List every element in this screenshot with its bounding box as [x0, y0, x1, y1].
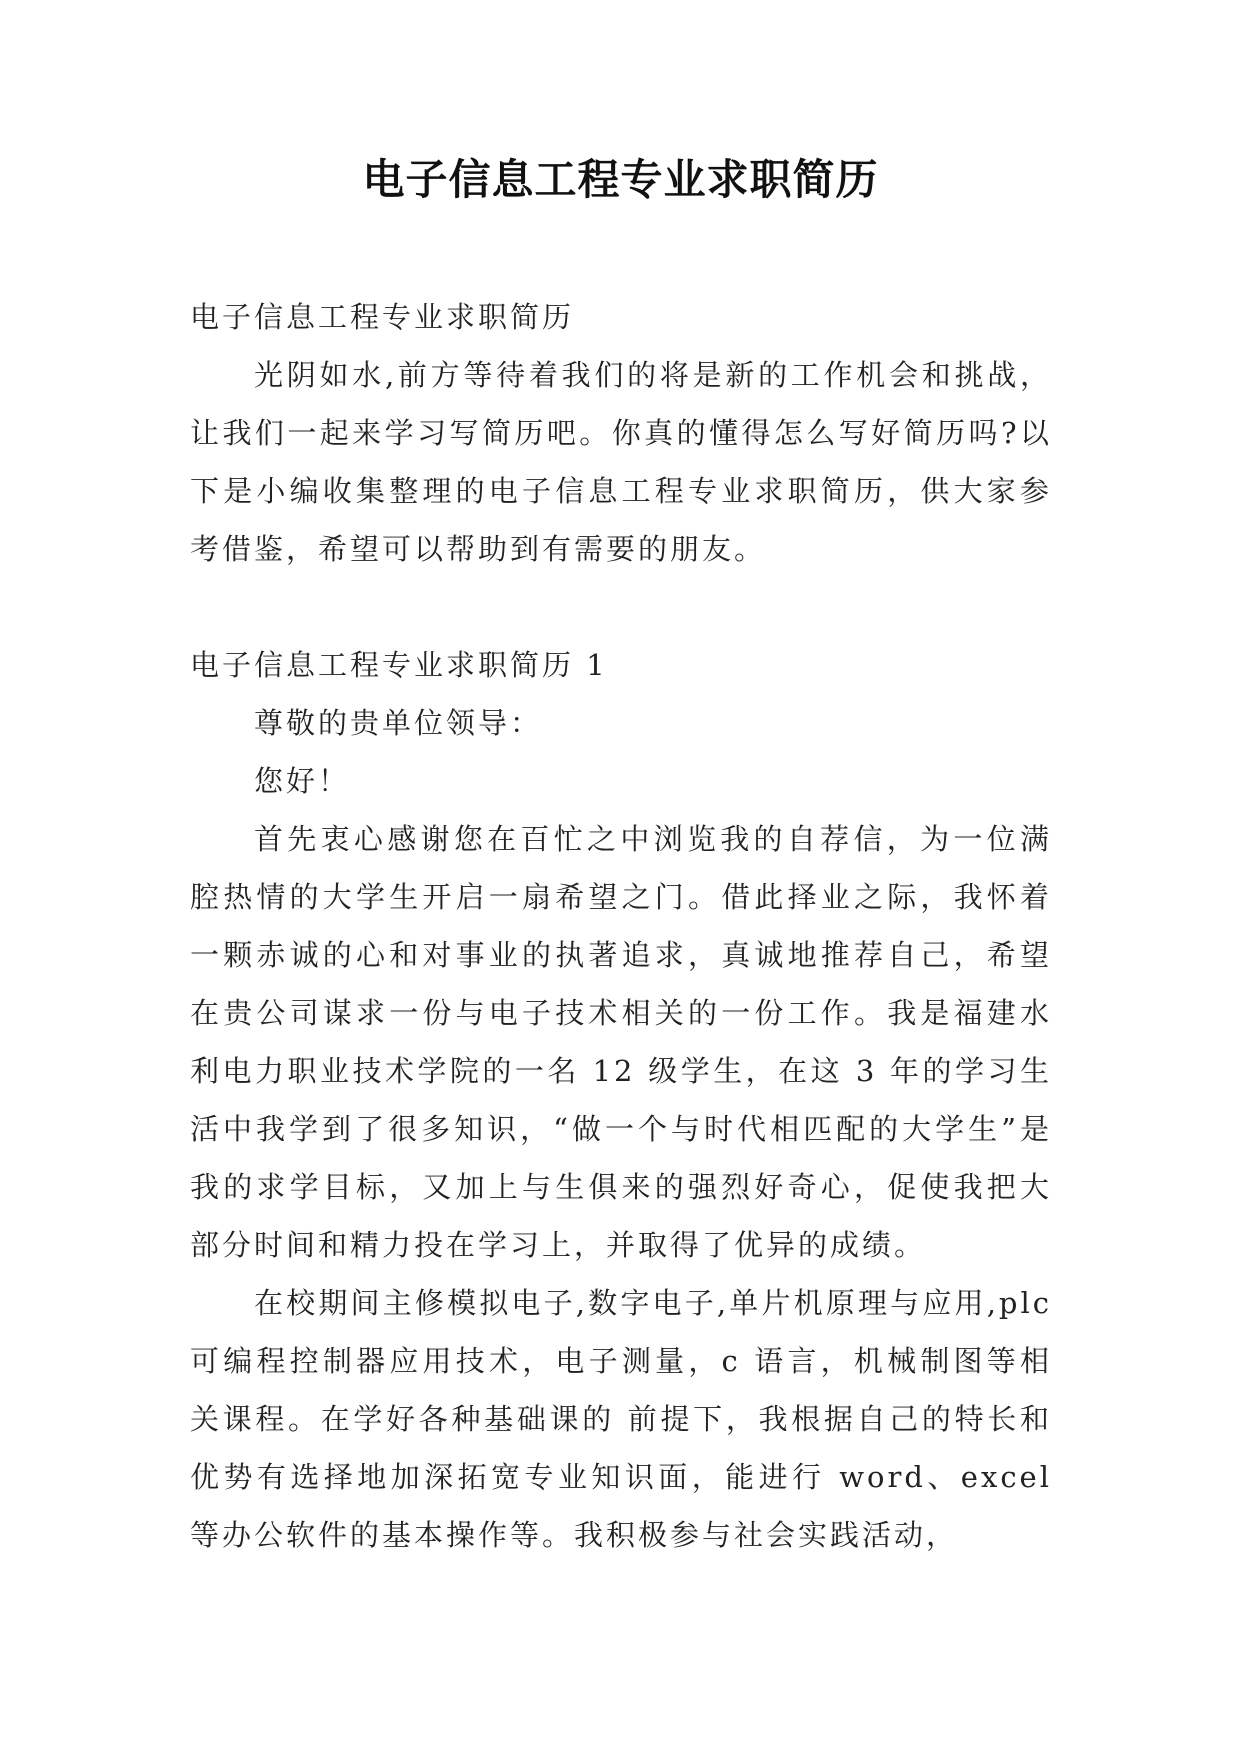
intro-paragraph: 光阴如水,前方等待着我们的将是新的工作机会和挑战，让我们一起来学习写简历吧。你真的懂得怎么写好简历吗?以下是小编收集整理的电子信息工程专业求职简历，供大家参考借鉴，希望可以帮助到有需要的朋友。 [190, 358, 1052, 566]
body-paragraph: 在校期间主修模拟电子,数字电子,单片机原理与应用,plc 可编程控制器应用技术，电子测量，c 语言，机械制图等相关课程。在学好各种基础课的 前提下，我根据自己的特长和优势有选择地加深拓宽专业知识面，能进行 word、excel 等办公软件的基本操作等。我积极参与社会实践活动， [190, 1286, 1052, 1552]
body-paragraph: 首先衷心感谢您在百忙之中浏览我的自荐信，为一位满腔热情的大学生开启一扇希望之门。借此择业之际，我怀着一颗赤诚的心和对事业的执著追求，真诚地推荐自己，希望在贵公司谋求一份与电子技术相关的一份工作。我是福建水利电力职业技术学院的一名 12 级学生，在这 3 年的学习生活中我学到了很多知识，“做一个与时代相匹配的大学生”是我的求学目标，又加上与生俱来的强烈好奇心，促使我把大部分时间和精力投在学习上，并取得了优异的成绩。 [190, 822, 1052, 1262]
document-subtitle: 电子信息工程专业求职简历 [190, 300, 575, 334]
greeting: 您好！ [254, 764, 351, 798]
salutation: 尊敬的贵单位领导： [254, 706, 543, 740]
document-title: 电子信息工程专业求职简历 [362, 155, 879, 204]
document-body [190, 288, 1052, 1564]
section-heading: 电子信息工程专业求职简历 1 [190, 648, 608, 682]
